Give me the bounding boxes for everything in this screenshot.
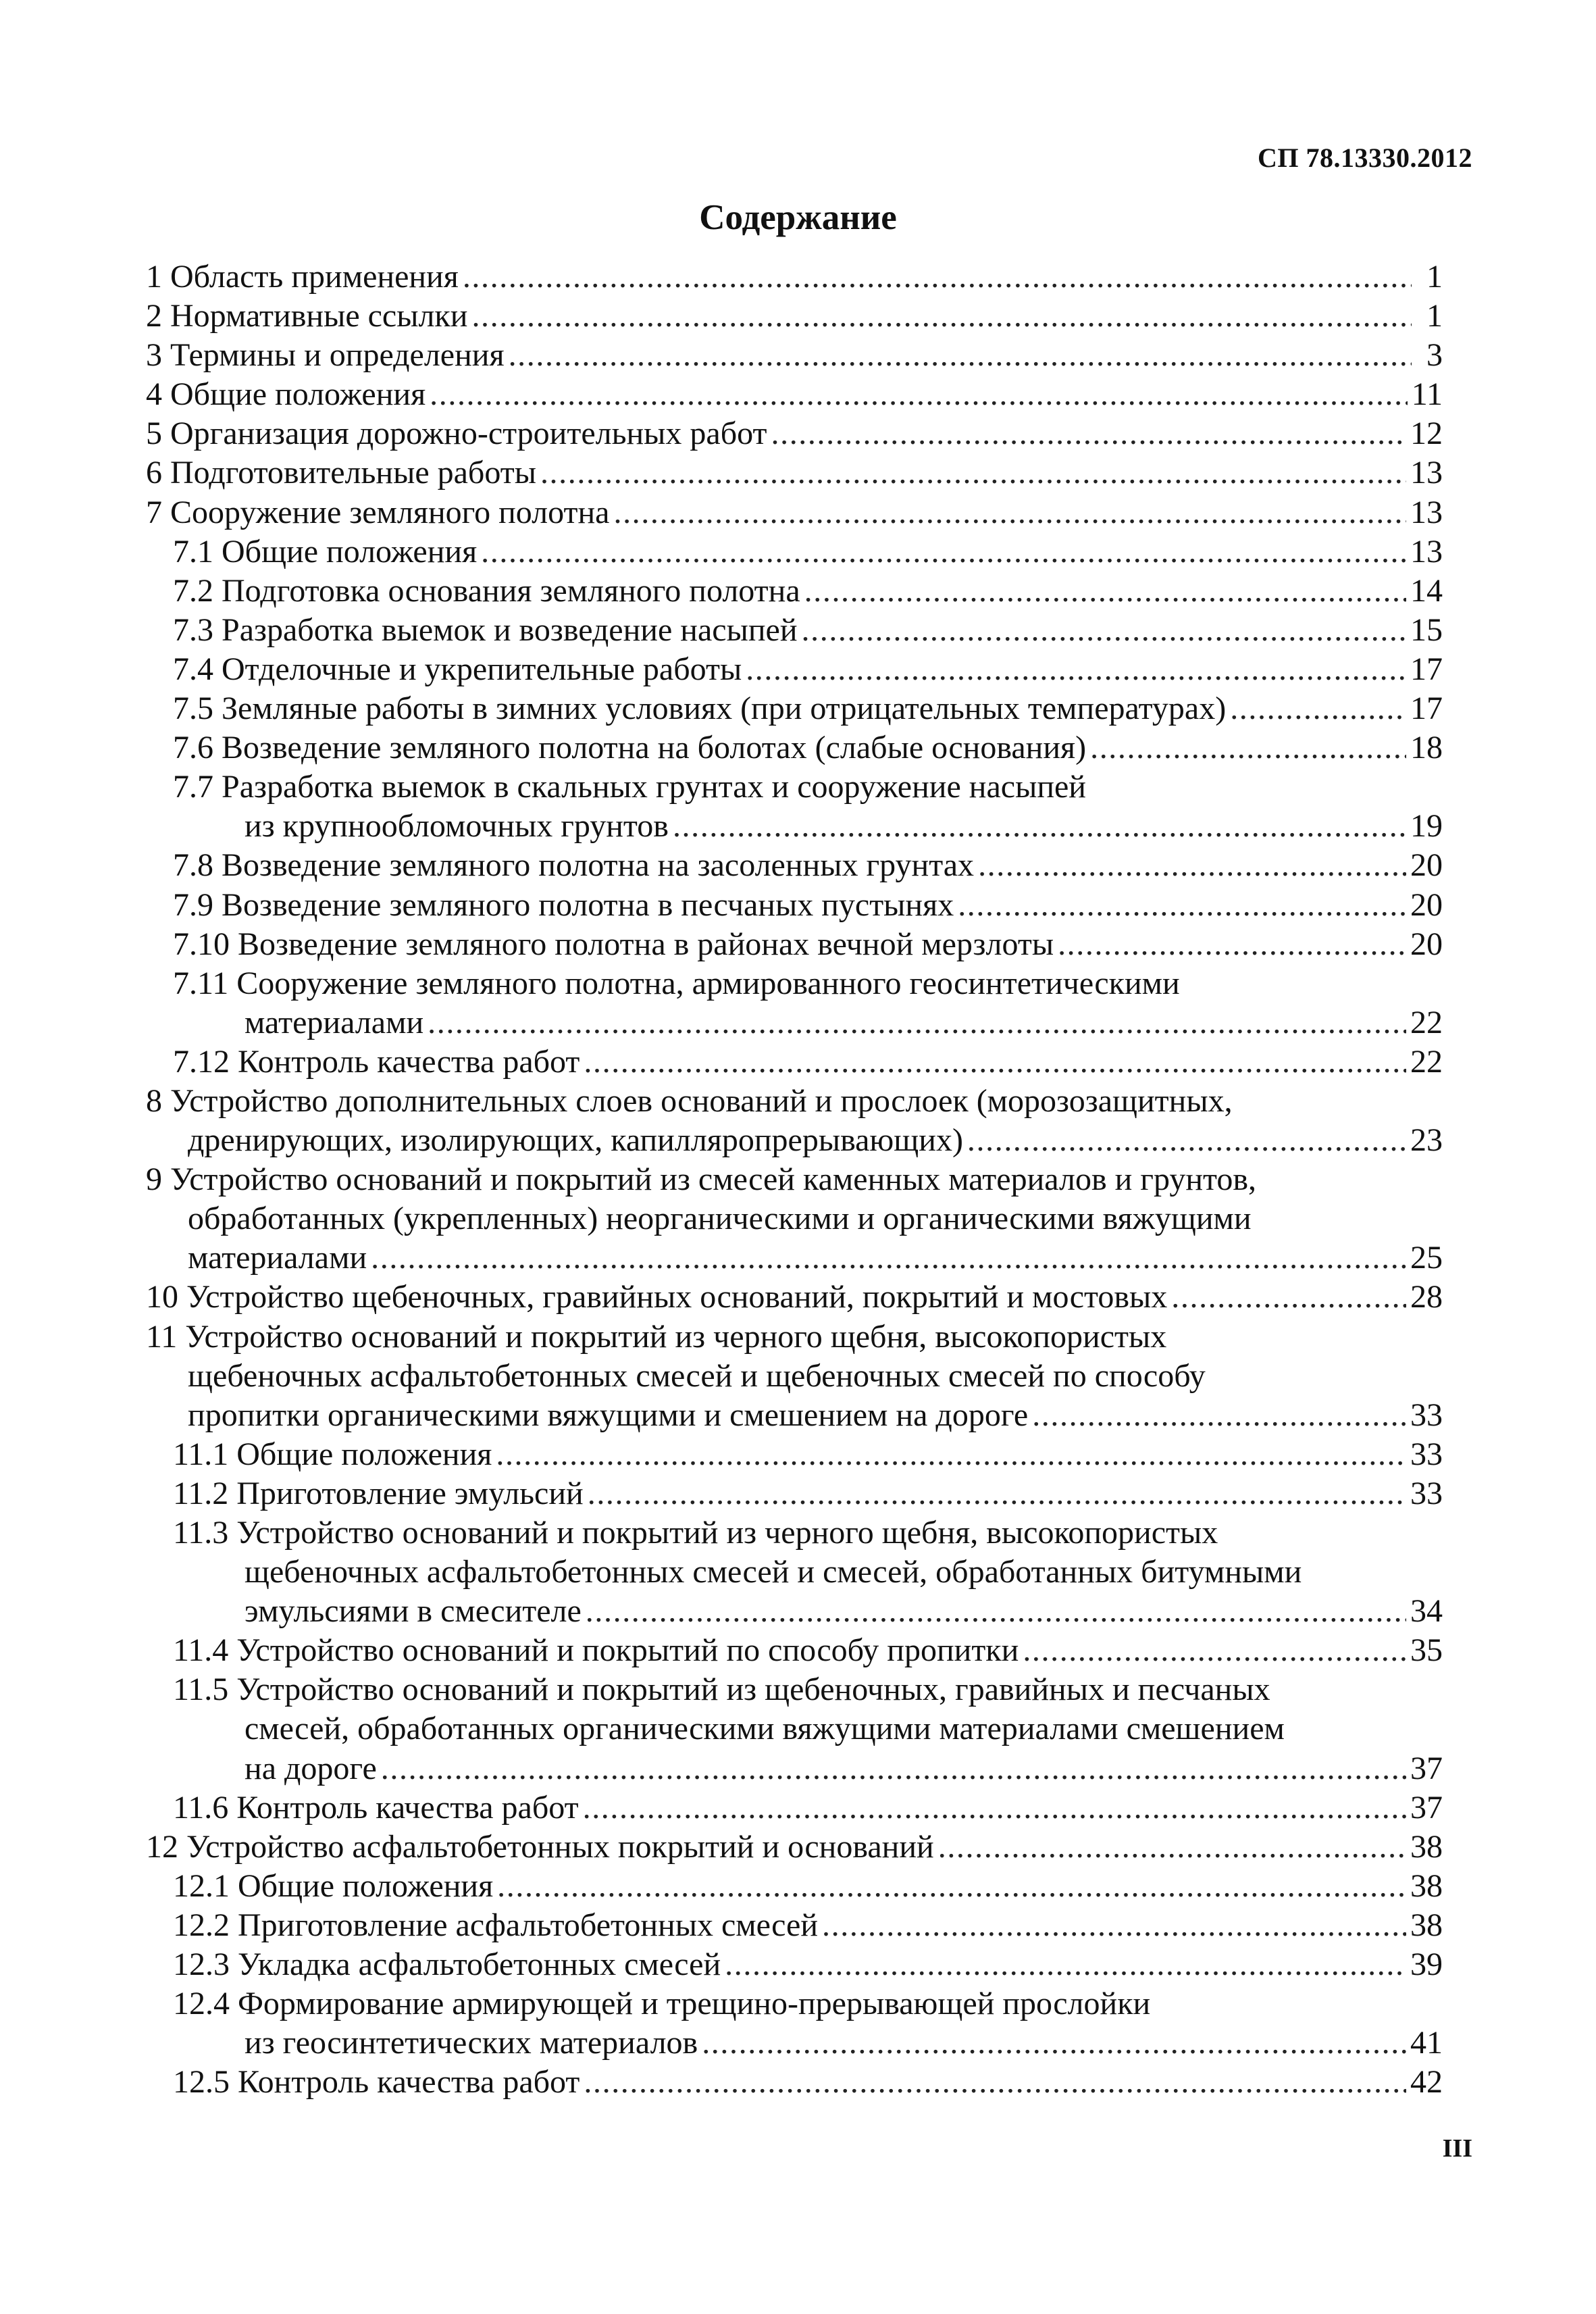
toc-page-number: 13 — [1410, 455, 1443, 491]
dot-leader — [1058, 925, 1406, 964]
dot-leader — [1032, 1396, 1406, 1435]
toc-entry-text: 5 Организация дорожно-строительных работ — [146, 416, 767, 452]
toc-page-number: 20 — [1410, 847, 1443, 884]
toc-page-number: 13 — [1410, 533, 1443, 570]
toc-entry-text: щебеночных асфальтобетонных смесей и щебеночных смесей по способу — [188, 1357, 1206, 1394]
toc-entry[interactable] — [146, 375, 1443, 414]
dot-leader — [978, 846, 1406, 885]
toc-page-number: 1 — [1426, 298, 1443, 334]
toc-entry[interactable] — [146, 1788, 1443, 1828]
toc-page-number: 39 — [1410, 1946, 1443, 1983]
toc-entry-text: 12.2 Приготовление асфальтобетонных смесей — [173, 1907, 819, 1943]
toc-page-number: 1 — [1426, 259, 1443, 295]
toc-entry-text: 7 Сооружение земляного полотна — [146, 494, 610, 530]
dot-leader — [583, 1788, 1406, 1828]
dot-leader — [673, 807, 1406, 846]
toc-entry-text: 12.3 Укладка асфальтобетонных смесей — [173, 1946, 721, 1983]
toc-page-number: 25 — [1410, 1240, 1443, 1276]
toc-entry[interactable] — [146, 1474, 1443, 1513]
toc-entry[interactable] — [146, 297, 1443, 336]
toc-entry-text: из крупнообломочных грунтов — [244, 808, 669, 845]
dot-leader — [430, 375, 1408, 414]
toc-entry-text: пропитки органическими вяжущими и смешением на дороге — [188, 1397, 1029, 1433]
dot-leader — [471, 297, 1412, 336]
dot-leader — [1023, 1631, 1406, 1670]
toc-page-number: 13 — [1410, 494, 1443, 530]
toc-entry[interactable] — [146, 768, 1443, 846]
dot-leader — [509, 336, 1412, 375]
toc-entry-text: 11.1 Общие положения — [173, 1436, 492, 1472]
dot-leader — [496, 1435, 1406, 1474]
toc-page-number: 33 — [1410, 1475, 1443, 1511]
toc-page-number: 17 — [1410, 690, 1443, 727]
toc-entry[interactable] — [146, 886, 1443, 925]
table-of-contents — [146, 257, 1443, 2102]
toc-entry-text: 7.9 Возведение земляного полотна в песчаных пустынях — [173, 886, 954, 923]
toc-entry-text: эмульсиями в смесителе — [244, 1593, 582, 1630]
dot-leader — [1230, 689, 1406, 728]
toc-page-number: 28 — [1410, 1279, 1443, 1315]
toc-page-number: 19 — [1410, 808, 1443, 845]
toc-entry[interactable] — [146, 1082, 1443, 1160]
dot-leader — [967, 1121, 1406, 1160]
dot-leader — [938, 1828, 1406, 1867]
toc-entry-text: 11.6 Контроль качества работ — [173, 1789, 579, 1826]
toc-page-number: 37 — [1410, 1750, 1443, 1786]
toc-entry[interactable] — [146, 1984, 1443, 2063]
toc-entry[interactable] — [146, 689, 1443, 728]
toc-entry[interactable] — [146, 1631, 1443, 1670]
toc-entry-text: материалами — [188, 1240, 367, 1276]
toc-entry-text: на дороге — [244, 1750, 377, 1786]
toc-entry[interactable] — [146, 414, 1443, 453]
toc-page-number: 22 — [1410, 1043, 1443, 1080]
toc-entry[interactable] — [146, 2063, 1443, 2102]
toc-entry-text: 11.3 Устройство оснований и покрытий из черного щебня, высокопористых — [173, 1515, 1218, 1551]
toc-page-number: 41 — [1410, 2025, 1443, 2061]
toc-entry[interactable] — [146, 1278, 1443, 1317]
toc-page-number: 11 — [1411, 376, 1443, 413]
toc-page-number: 15 — [1410, 611, 1443, 648]
toc-entry-text: 12.1 Общие положения — [173, 1867, 494, 1904]
dot-leader — [771, 414, 1407, 453]
dot-leader — [584, 1042, 1406, 1082]
toc-entry-text: смесей, обработанных органическими вяжущими материалами смешением — [244, 1711, 1285, 1747]
toc-entry-text: 7.12 Контроль качества работ — [173, 1043, 580, 1080]
dot-leader — [481, 532, 1406, 572]
toc-entry[interactable] — [146, 1317, 1443, 1435]
toc-entry-text: 7.7 Разработка выемок в скальных грунтах и сооружение насыпей — [173, 769, 1086, 805]
toc-entry[interactable] — [146, 1042, 1443, 1082]
dot-leader — [463, 257, 1412, 297]
toc-page-number: 35 — [1410, 1632, 1443, 1669]
toc-entry-text: 7.10 Возведение земляного полотна в районах вечной мерзлоты — [173, 926, 1054, 962]
toc-entry-text: 7.8 Возведение земляного полотна на засоленных грунтах — [173, 847, 975, 884]
toc-page-number: 42 — [1410, 2064, 1443, 2101]
toc-entry-text: 7.2 Подготовка основания земляного полотна — [173, 572, 800, 609]
toc-entry-text: 7.5 Земляные работы в зимних условиях (при отрицательных температурах) — [173, 690, 1227, 727]
dot-leader — [497, 1867, 1406, 1906]
toc-entry-text: 12.5 Контроль качества работ — [173, 2064, 580, 2101]
dot-leader — [428, 1003, 1406, 1042]
page-title: Содержание — [699, 198, 897, 237]
toc-entry[interactable] — [146, 1435, 1443, 1474]
toc-entry[interactable] — [146, 532, 1443, 572]
dot-leader — [804, 572, 1406, 611]
toc-entry[interactable] — [146, 728, 1443, 768]
toc-entry-text: 4 Общие положения — [146, 376, 426, 413]
dot-leader — [381, 1749, 1406, 1788]
toc-page-number: 18 — [1410, 730, 1443, 766]
toc-entry[interactable] — [146, 650, 1443, 689]
toc-entry[interactable] — [146, 1513, 1443, 1631]
toc-entry-text: материалами — [244, 1004, 424, 1040]
dot-leader — [613, 493, 1406, 532]
toc-entry-text: 3 Термины и определения — [146, 337, 505, 374]
toc-entry-text: щебеночных асфальтобетонных смесей и смесей, обработанных битумными — [244, 1554, 1302, 1590]
toc-page-number: 12 — [1410, 416, 1443, 452]
dot-leader — [746, 650, 1406, 689]
toc-page-number: 20 — [1410, 886, 1443, 923]
toc-entry[interactable] — [146, 572, 1443, 611]
dot-leader — [371, 1238, 1406, 1278]
toc-page-number: 33 — [1410, 1397, 1443, 1433]
toc-page-number: 3 — [1426, 337, 1443, 374]
toc-entry-text: 11.2 Приготовление эмульсий — [173, 1475, 584, 1511]
toc-entry[interactable] — [146, 1906, 1443, 1945]
toc-entry-text: 2 Нормативные ссылки — [146, 298, 468, 334]
toc-entry[interactable] — [146, 925, 1443, 964]
dot-leader — [588, 1474, 1406, 1513]
toc-entry[interactable] — [146, 1828, 1443, 1867]
toc-page-number: 38 — [1410, 1828, 1443, 1865]
toc-entry-text: 7.3 Разработка выемок и возведение насыпей — [173, 611, 798, 648]
toc-entry[interactable] — [146, 493, 1443, 532]
dot-leader — [584, 2063, 1406, 2102]
toc-entry-text: 12.4 Формирование армирующей и трещино-прерывающей прослойки — [173, 1986, 1151, 2022]
dot-leader — [540, 453, 1406, 493]
toc-page-number: 22 — [1410, 1004, 1443, 1040]
toc-entry-text: 10 Устройство щебеночных, гравийных оснований, покрытий и мостовых — [146, 1279, 1168, 1315]
toc-page-number: 37 — [1410, 1789, 1443, 1826]
dot-leader — [702, 2023, 1406, 2063]
dot-leader — [1171, 1278, 1406, 1317]
toc-entry[interactable] — [146, 1160, 1443, 1278]
toc-page-number: 38 — [1410, 1867, 1443, 1904]
dot-leader — [958, 886, 1406, 925]
toc-page-number: 34 — [1410, 1593, 1443, 1630]
toc-page-number: 38 — [1410, 1907, 1443, 1943]
toc-entry-text: из геосинтетических материалов — [244, 2025, 698, 2061]
toc-entry-text: 7.6 Возведение земляного полотна на болотах (слабые основания) — [173, 730, 1087, 766]
toc-entry-text: 11 Устройство оснований и покрытий из черного щебня, высокопористых — [146, 1318, 1167, 1355]
document-code: СП 78.13330.2012 — [1258, 143, 1472, 173]
dot-leader — [586, 1592, 1406, 1631]
toc-entry-text: дренирующих, изолирующих, капилляропрерывающих) — [188, 1122, 963, 1159]
toc-entry[interactable] — [146, 1945, 1443, 1984]
toc-entry-text: 8 Устройство дополнительных слоев оснований и прослоек (морозозащитных, — [146, 1082, 1233, 1119]
toc-entry[interactable] — [146, 846, 1443, 885]
toc-entry-text: 9 Устройство оснований и покрытий из смесей каменных материалов и грунтов, — [146, 1161, 1257, 1198]
dot-leader — [822, 1906, 1406, 1945]
toc-entry[interactable] — [146, 1867, 1443, 1906]
toc-entry-text: 6 Подготовительные работы — [146, 455, 536, 491]
toc-entry-text: 7.4 Отделочные и укрепительные работы — [173, 651, 742, 687]
toc-entry[interactable] — [146, 453, 1443, 493]
toc-page-number: 14 — [1410, 572, 1443, 609]
toc-entry-text: 7.1 Общие положения — [173, 533, 478, 570]
toc-entry-text: 12 Устройство асфальтобетонных покрытий и оснований — [146, 1828, 934, 1865]
page-number: III — [1442, 2134, 1472, 2163]
toc-entry-text: обработанных (укрепленных) неорганическими и органическими вяжущими — [188, 1201, 1252, 1237]
dot-leader — [725, 1945, 1406, 1984]
dot-leader — [1090, 728, 1406, 768]
toc-page-number: 17 — [1410, 651, 1443, 687]
toc-entry-text: 7.11 Сооружение земляного полотна, армированного геосинтетическими — [173, 965, 1180, 1001]
toc-entry-text: 1 Область применения — [146, 259, 459, 295]
dot-leader — [802, 611, 1406, 650]
toc-entry[interactable] — [146, 1670, 1443, 1788]
toc-entry[interactable] — [146, 336, 1443, 375]
toc-entry[interactable] — [146, 257, 1443, 297]
toc-entry[interactable] — [146, 964, 1443, 1042]
toc-entry[interactable] — [146, 611, 1443, 650]
toc-entry-text: 11.5 Устройство оснований и покрытий из щебеночных, гравийных и песчаных — [173, 1671, 1270, 1708]
toc-page-number: 33 — [1410, 1436, 1443, 1472]
toc-page-number: 23 — [1410, 1122, 1443, 1159]
toc-page-number: 20 — [1410, 926, 1443, 962]
toc-entry-text: 11.4 Устройство оснований и покрытий по способу пропитки — [173, 1632, 1019, 1669]
